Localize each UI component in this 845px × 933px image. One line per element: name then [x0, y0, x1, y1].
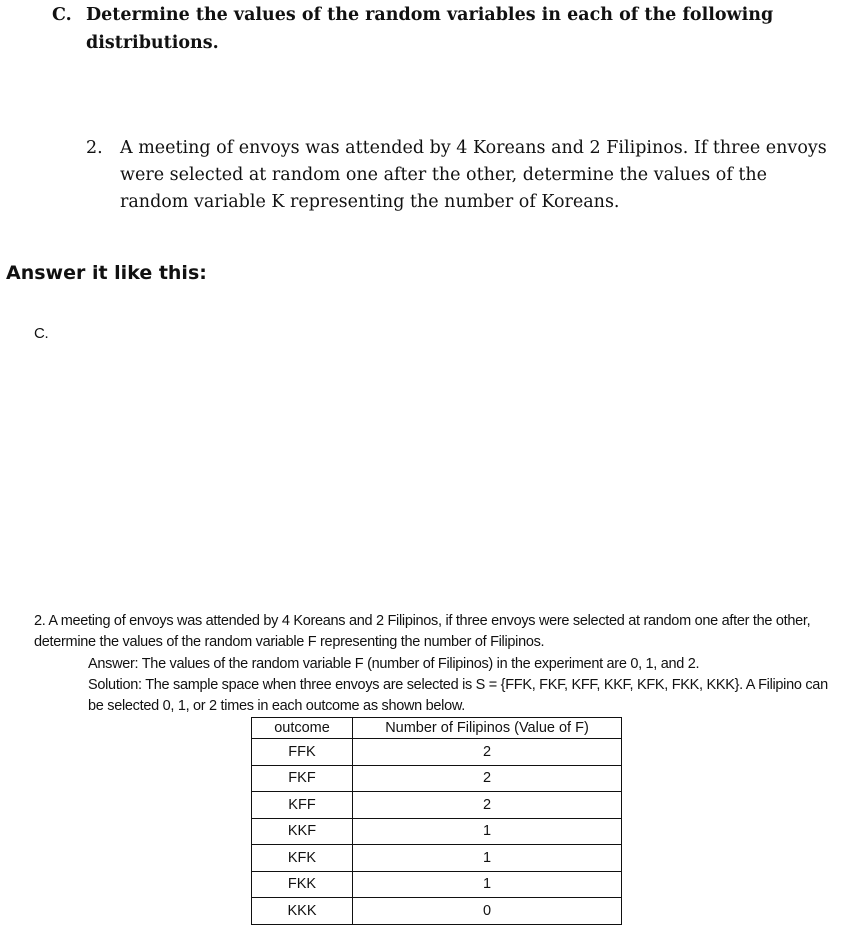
example-question: 2. A meeting of envoys was attended by 4 Koreans and 2 Filipinos, if three envoys were selected at random one after the other, determine the values of the random variable F representing the number of Filipinos.	[34, 613, 811, 650]
header-outcome: outcome	[252, 718, 353, 739]
table-row	[252, 739, 622, 766]
outcome-cell: KKK	[252, 898, 353, 925]
instruction-text: Answer it like this:	[6, 262, 207, 284]
question-text: A meeting of envoys was attended by 4 Koreans and 2 Filipinos. If three envoys were selected at random one after the other, determine the values of the random variable K representing the number of Koreans.	[120, 138, 827, 212]
outcome-cell: KKF	[252, 818, 353, 845]
example-solution: Solution: The sample space when three envoys are selected is S = {FFK, FKF, KFF, KKF, KFK, FKK, KKK}. A Filipino can be selected 0, 1, or 2 times in each outcome as shown below.	[88, 677, 828, 714]
example-letter: C.	[34, 325, 49, 342]
value-cell: 1	[353, 871, 622, 898]
value-cell: 2	[353, 765, 622, 792]
table-row	[252, 845, 622, 872]
table-row	[252, 792, 622, 819]
header-value: Number of Filipinos (Value of F)	[353, 718, 622, 739]
table-header-row	[252, 718, 622, 739]
value-cell: 1	[353, 845, 622, 872]
value-cell: 2	[353, 792, 622, 819]
section-letter: C.	[52, 5, 72, 25]
value-cell: 2	[353, 739, 622, 766]
table-row	[252, 898, 622, 925]
section-heading: Determine the values of the random variables in each of the following distributions.	[86, 5, 774, 53]
value-cell: 1	[353, 818, 622, 845]
question-number: 2.	[86, 138, 103, 158]
outcome-cell: KFF	[252, 792, 353, 819]
table-row	[252, 871, 622, 898]
outcome-cell: FKK	[252, 871, 353, 898]
value-cell: 0	[353, 898, 622, 925]
outcome-cell: KFK	[252, 845, 353, 872]
table-row	[252, 765, 622, 792]
example-answer: Answer: The values of the random variable F (number of Filipinos) in the experiment are 0, 1, and 2.	[88, 656, 700, 672]
outcome-cell: FFK	[252, 739, 353, 766]
outcome-cell: FKF	[252, 765, 353, 792]
outcome-table	[251, 717, 622, 925]
table-row	[252, 818, 622, 845]
